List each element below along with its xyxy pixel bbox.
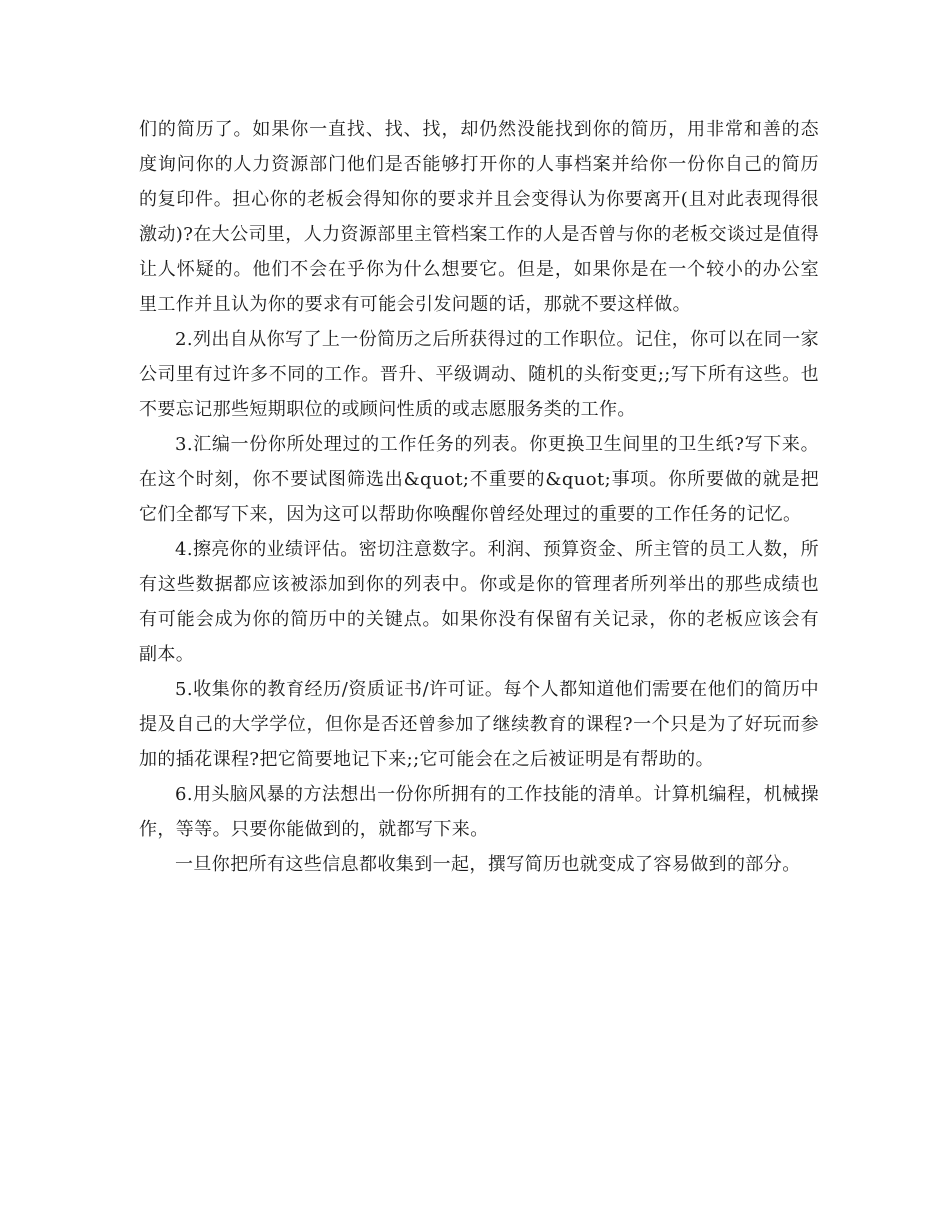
paragraph-item-2: 2.列出自从你写了上一份简历之后所获得过的工作职位。记住，你可以在同一家公司里有过许多不同的工作。晋升、平级调动、随机的头衔变更;;写下所有这些。也不要忘记那些短期职位的或顾问性质的或志愿服务类的工作。 [139, 329, 819, 420]
paragraph-item-6: 6.用头脑风暴的方法想出一份你所拥有的工作技能的清单。计算机编程，机械操作，等等。只要你能做到的，就都写下来。 [139, 784, 819, 840]
paragraph-item-5: 5.收集你的教育经历/资质证书/许可证。每个人都知道他们需要在他们的简历中提及自己的大学学位，但你是否还曾参加了继续教育的课程?一个只是为了好玩而参加的插花课程?把它简要地记下来;;它可能会在之后被证明是有帮助的。 [139, 679, 819, 770]
paragraph-conclusion: 一旦你把所有这些信息都收集到一起，撰写简历也就变成了容易做到的部分。 [175, 854, 801, 875]
document-body [139, 112, 819, 882]
paragraph-continuation: 们的简历了。如果你一直找、找、找，却仍然没能找到你的简历，用非常和善的态度询问你的人力资源部门他们是否能够打开你的人事档案并给你一份你自己的简历的复印件。担心你的老板会得知你的要求并且会变得认为你要离开(且对此表现得很激动)?在大公司里，人力资源部里主管档案工作的人是否曾与你的老板交谈过是值得让人怀疑的。他们不会在乎你为什么想要它。但是，如果你是在一个较小的办公室里工作并且认为你的要求有可能会引发问题的话，那就不要这样做。 [139, 119, 819, 315]
paragraph-item-4: 4.擦亮你的业绩评估。密切注意数字。利润、预算资金、所主管的员工人数，所有这些数据都应该被添加到你的列表中。你或是你的管理者所列举出的那些成绩也有可能会成为你的简历中的关键点。如果你没有保留有关记录，你的老板应该会有副本。 [139, 539, 819, 665]
paragraph-item-3: 3.汇编一份你所处理过的工作任务的列表。你更换卫生间里的卫生纸?写下来。在这个时刻，你不要试图筛选出&quot;不重要的&quot;事项。你所要做的就是把它们全都写下来，因为这可以帮助你唤醒你曾经处理过的重要的工作任务的记忆。 [139, 434, 819, 525]
